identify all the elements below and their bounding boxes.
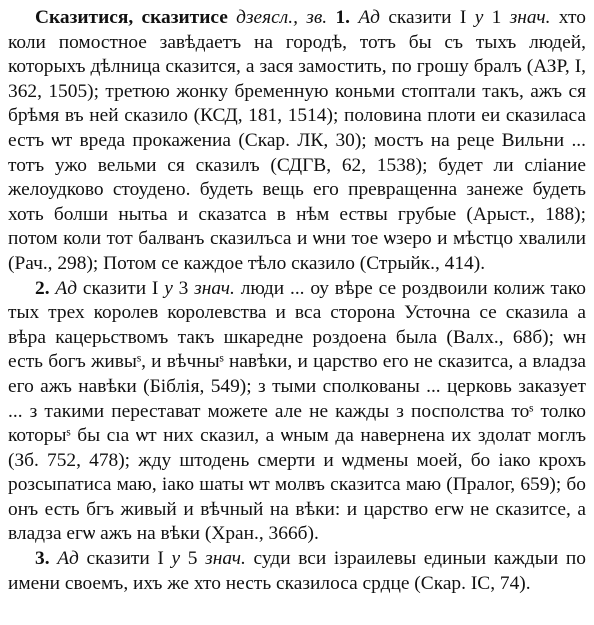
cross-ref-znach: знач. xyxy=(194,277,235,299)
sense-text: суди вси ізраилевы единыи каждыи по имени своемъ, ихъ же хто несть сказилоса срдце (Скар. ІС, 74). xyxy=(8,548,586,594)
cross-ref-sense-number: 5 xyxy=(187,548,198,570)
sense-number: 1. xyxy=(335,7,350,28)
sense-text: люди ... оу вѣре се роздвоили колиж тако тых трех королев королевства и вса сторона Усточна се сказила а вѣра кацерьствомъ такъ шкаредне роздоена была (Валх., 68б); ѡн есть богъ живыˢ, и вѣчныˢ навѣки, и царство его не сказитса, а владза его ажъ навѣки (Біблія, 549); з тыми сполкованы ... церковь заказует ... з такими перестават можете але не кажды з посполства тоˢ толко которыˢ бы сıа ѡт них сказил, а ѡным да навернена их здолат моглъ (Зб. 752, 478); жду штодень смерти и ѡдмены моей, бо іако крохъ розсыпатиса маю, іако шаты ѡт молвъ сказитса маю (Пралог, 659); бо онъ есть бгъ живый и вѣчный на вѣки: и царство егѡ не сказитсе, а владза егѡ ажъ на вѣки (Хран., 366б). xyxy=(8,277,586,545)
headword: Сказитися, сказитисе xyxy=(35,7,228,28)
cross-ref-sense-number: 3 xyxy=(178,277,189,299)
entry-paragraph-sense-3 xyxy=(8,547,586,596)
sense-number: 3. xyxy=(35,548,50,570)
sense-text: хто коли помостное завѣдаетъ на городѣ, тотъ бы съ тыхъ людей, которыхъ дѣлница сказится, а зася замостить, по грошу бралъ (АЗР, I, 362, 1505); третюю жонку бременную коньми стоптали такъ, ажъ ся брѣмя въ ней сказило (КСД, 181, 1514); половина плоти еи сказиласа естъ ѡт вреда прокажениа (Скар. ЛК, 30); мостъ на реце Вильни ... тотъ ужо вельми ся сказилъ (СДГВ, 62, 1538); будет ли сліание желоудково стоудено. будеть вещь его превращенна занеже будеть хоть болши нытьа и сказатса в нѣм ествы грубые (Арыст., 188); потом коли тот балванъ сказилъса и ѡни тое ѡзеро и мѣстцо хвалили (Рач., 298); Потом се каждое тѣло сказило (Стрыйк., 414). xyxy=(8,7,586,274)
entry-paragraph-sense-2 xyxy=(8,277,586,548)
cross-ref-ad: Ад xyxy=(57,548,79,570)
cross-ref-u: у xyxy=(474,7,484,28)
cross-ref-word: сказити I xyxy=(82,277,159,299)
cross-ref-word: сказити I xyxy=(86,548,164,570)
cross-ref-znach: знач. xyxy=(205,548,246,570)
grammar-label: дзеясл., зв. xyxy=(236,7,328,28)
cross-ref-u: у xyxy=(171,548,181,570)
cross-ref-znach: знач. xyxy=(509,7,551,28)
cross-ref-word: сказити I xyxy=(388,7,467,28)
entry-paragraph-sense-1 xyxy=(8,6,586,277)
sense-number: 2. xyxy=(35,277,50,299)
cross-ref-u: у xyxy=(164,277,173,299)
cross-ref-ad: Ад xyxy=(55,277,78,299)
cross-ref-ad: Ад xyxy=(358,7,380,28)
cross-ref-sense-number: 1 xyxy=(491,7,502,28)
